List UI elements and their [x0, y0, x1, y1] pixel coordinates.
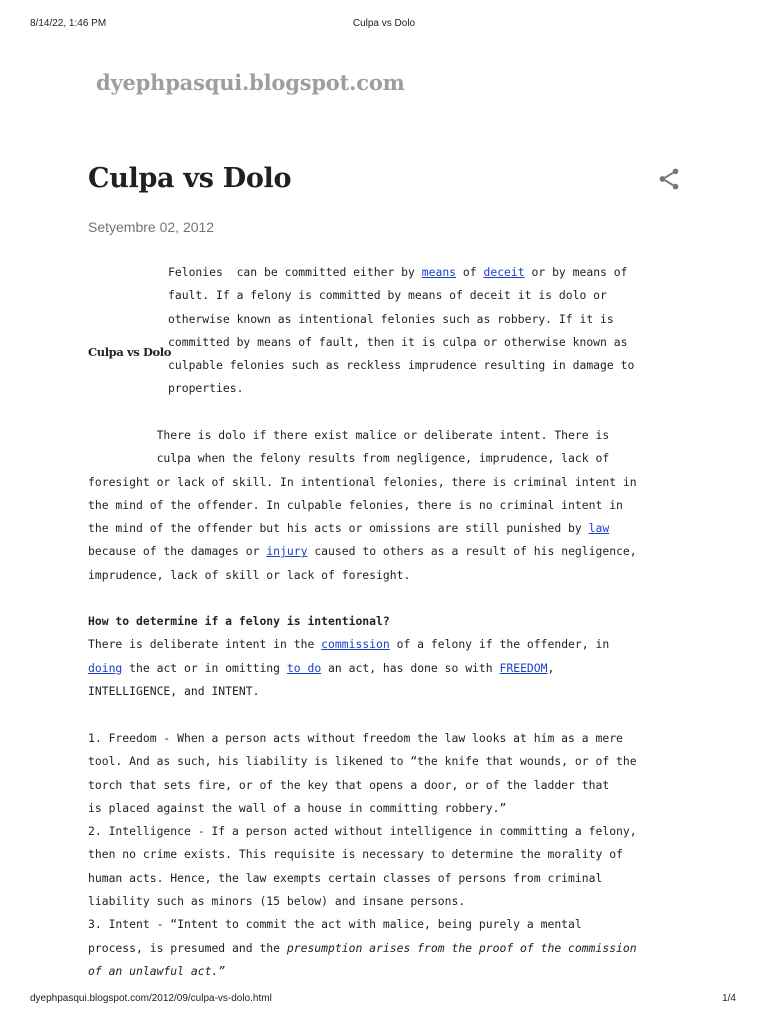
site-name[interactable]: dyephpasqui.blogspot.com: [96, 70, 405, 95]
side-label: Culpa vs Dolo: [88, 345, 172, 359]
link-law[interactable]: law: [588, 521, 610, 536]
link-doing[interactable]: doing: [88, 660, 123, 675]
paragraph-2: There is dolo if there exist malice or deliberate intent. There is culpa when the felony results from negligence, imprudence, lack of foresight or lack of skill. In intentional felonies, there is criminal intent in the mind of the offender. In culpable felonies, there is no criminal intent in the mind of the offender but his acts or omissions are still punished by law because of the damages or injury caused to others as a result of his negligence, imprudence, lack of skill or lack of foresight.: [88, 428, 637, 582]
link-injury[interactable]: injury: [266, 544, 308, 559]
print-url: dyephpasqui.blogspot.com/2012/09/culpa-vs-dolo.html: [30, 993, 272, 1004]
link-means[interactable]: means: [421, 265, 457, 279]
link-freedom[interactable]: FREEDOM: [499, 660, 548, 675]
post-title: Culpa vs Dolo: [88, 163, 292, 194]
link-to-do[interactable]: to do: [286, 660, 322, 675]
post-date[interactable]: Setyembre 02, 2012: [88, 219, 215, 235]
paragraph-3: How to determine if a felony is intentional? There is deliberate intent in the commission of a felony if the offender, in doing the act or in omitting to do an act, has done so with FREEDOM, INTELLIGENCE, and INTENT.: [88, 614, 610, 698]
print-title: Culpa vs Dolo: [352, 18, 416, 29]
page-number: 1/4: [722, 993, 736, 1004]
print-date: 8/14/22, 1:46 PM: [30, 18, 107, 29]
section-heading: How to determine if a felony is intentional?: [88, 614, 390, 628]
paragraph-1: Felonies can be committed either by means of deceit or by means of fault. If a felony is committed by means of deceit it is dolo or otherwise known as intentional felonies such as robbery. If it is committed by means of fault, then it is culpa or otherwise known as culpable felonies such as reckless imprudence resulting in damage to properties.: [168, 265, 635, 396]
link-deceit[interactable]: deceit: [483, 265, 525, 279]
share-icon: [656, 166, 682, 192]
paragraph-4: 1. Freedom - When a person acts without freedom the law looks at him as a mere tool. And as such, his liability is likened to “the knife that wounds, or of the torch that sets fire, or of the key that opens a door, or of the ladder that is placed against the wall of a house in committing robbery.” 2. Intelligence - If a person acted without intelligence in committing a felony, then no crime exists. This requisite is necessary to determine the morality of human acts. Hence, the law exempts certain classes of persons from criminal liability such as minors (15 below) and insane persons. 3. Intent - “Intent to commit the act with malice, being purely a mental process, is presumed and the presumption arises from the proof of the commission of an unlawful act.”: [88, 731, 637, 978]
print-footer: [0, 993, 768, 1007]
share-button[interactable]: [656, 166, 682, 192]
link-commission[interactable]: commission: [321, 637, 390, 652]
print-header: [0, 18, 768, 32]
